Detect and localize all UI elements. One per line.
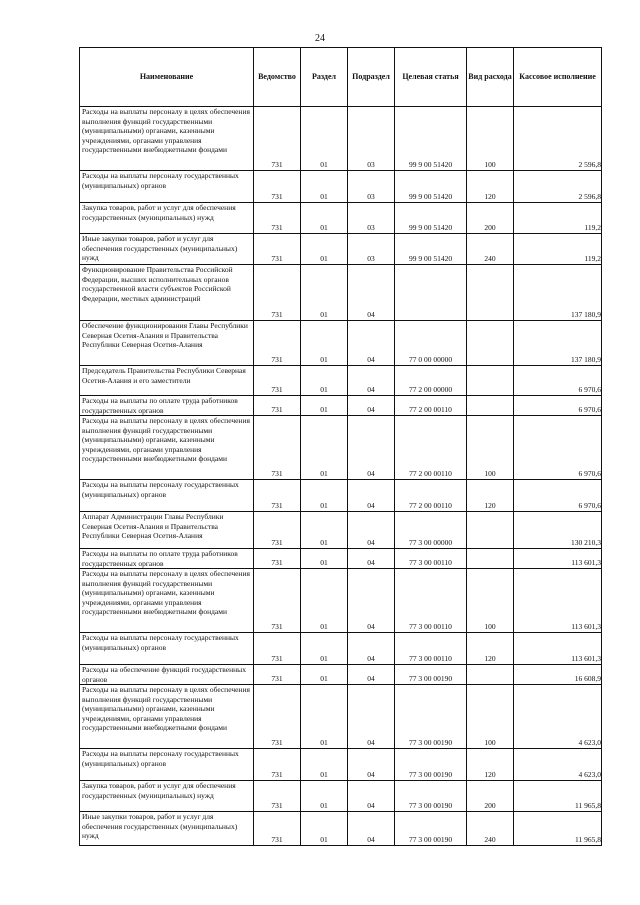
row-section: 01 — [320, 674, 328, 684]
row-name: Расходы на выплаты персоналу в целях обеспечения выполнения функций государственными (муниципальными) органами, казенными учреждениями, органами управления государственными внебюджетными фондами — [82, 416, 250, 464]
row-section: 01 — [320, 160, 328, 170]
table-row — [80, 396, 602, 416]
row-section: 01 — [320, 770, 328, 780]
table-row — [80, 569, 602, 633]
row-section: 01 — [320, 254, 328, 264]
col-header-dept: Ведомство — [254, 48, 301, 107]
row-target: 99 9 00 51420 — [408, 160, 453, 170]
row-name: Расходы на выплаты персоналу государственных (муниципальных) органов — [82, 480, 239, 499]
row-section: 01 — [320, 223, 328, 233]
row-name: Расходы на выплаты персоналу в целях обеспечения выполнения функций государственными (муниципальными) органами, казенными учреждениями, органами управления государственными внебюджетными фондами — [82, 685, 250, 733]
row-subsection: 04 — [367, 405, 375, 415]
row-exec: 113 601,3 — [571, 654, 601, 664]
row-subsection: 04 — [367, 738, 375, 748]
row-exec: 11 965,8 — [575, 801, 601, 811]
table-header-row — [80, 48, 602, 107]
table-row — [80, 480, 602, 512]
row-subsection: 04 — [367, 310, 375, 320]
row-section: 01 — [320, 385, 328, 395]
row-subsection: 04 — [367, 654, 375, 664]
row-exec: 6 970,6 — [578, 405, 601, 415]
row-name: Закупка товаров, работ и услуг для обеспечения государственных (муниципальных) нужд — [82, 203, 236, 222]
table-row — [80, 512, 602, 549]
row-exec: 11 965,8 — [575, 835, 601, 845]
row-subsection: 04 — [367, 622, 375, 632]
row-target: 77 3 00 00190 — [408, 738, 453, 748]
row-section: 01 — [320, 622, 328, 632]
row-target: 77 3 00 00110 — [409, 622, 452, 632]
col-header-name: Наименование — [80, 48, 254, 107]
row-name: Расходы на выплаты персоналу в целях обеспечения выполнения функций государственными (муниципальными) органами, казенными учреждениями, органами управления государственными внебюджетными фондами — [82, 569, 250, 617]
col-header-exec: Кассовое исполнение — [514, 48, 602, 107]
row-dept: 731 — [271, 223, 283, 233]
row-name: Иные закупки товаров, работ и услуг для обеспечения государственных (муниципальных) нужд — [82, 234, 238, 263]
row-target: 77 2 00 00110 — [409, 469, 452, 479]
row-exp-type: 240 — [484, 835, 496, 845]
row-dept: 731 — [271, 801, 283, 811]
row-exec: 113 601,3 — [571, 622, 601, 632]
row-exp-type: 240 — [484, 254, 496, 264]
row-name: Расходы на выплаты персоналу в целях обеспечения выполнения функций государственными (муниципальными) органами, казенными учреждениями, органами управления государственными внебюджетными фондами — [82, 107, 250, 155]
row-section: 01 — [320, 355, 328, 365]
row-dept: 731 — [271, 674, 283, 684]
row-exp-type: 100 — [484, 160, 496, 170]
row-exp-type: 120 — [484, 654, 496, 664]
row-subsection: 04 — [367, 385, 375, 395]
col-header-target: Целевая статья — [395, 48, 467, 107]
row-subsection: 04 — [367, 501, 375, 511]
row-target: 77 2 00 00000 — [408, 385, 453, 395]
table-row — [80, 685, 602, 749]
row-subsection: 04 — [367, 835, 375, 845]
row-section: 01 — [320, 835, 328, 845]
row-exec: 2 596,8 — [578, 192, 601, 202]
row-subsection: 03 — [367, 192, 375, 202]
row-target: 77 3 00 00190 — [408, 674, 453, 684]
col-header-section: Раздел — [301, 48, 348, 107]
table-row — [80, 171, 602, 203]
row-exp-type: 200 — [484, 801, 496, 811]
page-number: 24 — [315, 33, 325, 44]
row-dept: 731 — [271, 385, 283, 395]
row-dept: 731 — [271, 770, 283, 780]
row-exec: 2 596,8 — [578, 160, 601, 170]
row-exec: 4 623,0 — [578, 770, 601, 780]
row-exp-type: 120 — [484, 501, 496, 511]
row-subsection: 04 — [367, 558, 375, 568]
row-name: Расходы на выплаты по оплате труда работников государственных органов — [82, 396, 238, 415]
table-row — [80, 321, 602, 366]
row-target: 77 3 00 00110 — [409, 558, 452, 568]
row-dept: 731 — [271, 160, 283, 170]
row-exec: 6 970,6 — [578, 385, 601, 395]
row-dept: 731 — [271, 501, 283, 511]
row-target: 77 2 00 00110 — [409, 501, 452, 511]
table-row — [80, 549, 602, 569]
row-dept: 731 — [271, 355, 283, 365]
table-row — [80, 366, 602, 396]
table-row — [80, 234, 602, 265]
row-target: 77 3 00 00000 — [408, 538, 453, 548]
row-dept: 731 — [271, 538, 283, 548]
row-name: Председатель Правительства Республики Северная Осетия-Алания и его заместители — [82, 366, 246, 385]
row-target: 77 3 00 00190 — [408, 770, 453, 780]
row-subsection: 04 — [367, 538, 375, 548]
row-exp-type: 120 — [484, 192, 496, 202]
row-section: 01 — [320, 501, 328, 511]
row-exp-type: 200 — [484, 223, 496, 233]
row-target: 77 3 00 00110 — [409, 654, 452, 664]
row-exec: 6 970,6 — [578, 501, 601, 511]
row-dept: 731 — [271, 738, 283, 748]
row-dept: 731 — [271, 254, 283, 264]
row-subsection: 04 — [367, 469, 375, 479]
budget-execution-table — [79, 47, 602, 846]
row-dept: 731 — [271, 469, 283, 479]
row-name: Функционирование Правительства Российской Федерации, высших исполнительных органов государственной власти субъектов Российской Федерации, местных администраций — [82, 265, 233, 303]
row-target: 99 9 00 51420 — [408, 223, 453, 233]
row-name: Расходы на выплаты персоналу государственных (муниципальных) органов — [82, 749, 239, 768]
row-exp-type: 100 — [484, 469, 496, 479]
table-row — [80, 633, 602, 665]
row-name: Расходы на выплаты персоналу государственных (муниципальных) органов — [82, 171, 239, 190]
row-exec: 119,2 — [584, 223, 601, 233]
row-dept: 731 — [271, 622, 283, 632]
row-exec: 137 180,9 — [571, 310, 601, 320]
row-exp-type: 120 — [484, 770, 496, 780]
row-dept: 731 — [271, 558, 283, 568]
table-row — [80, 665, 602, 685]
col-header-subsection: Подраздел — [348, 48, 395, 107]
table-row — [80, 781, 602, 812]
row-dept: 731 — [271, 835, 283, 845]
table-row — [80, 265, 602, 321]
row-name: Обеспечение функционирования Главы Республики Северная Осетия-Алания и Правительства Республики Северная Осетия-Алания — [82, 321, 248, 350]
row-section: 01 — [320, 654, 328, 664]
row-section: 01 — [320, 538, 328, 548]
row-target: 77 0 00 00000 — [408, 355, 453, 365]
row-target: 77 2 00 00110 — [409, 405, 452, 415]
row-exec: 6 970,6 — [578, 469, 601, 479]
row-exp-type: 100 — [484, 622, 496, 632]
row-name: Расходы на выплаты по оплате труда работников государственных органов — [82, 549, 238, 568]
table-row — [80, 107, 602, 171]
row-name: Расходы на выплаты персоналу государственных (муниципальных) органов — [82, 633, 239, 652]
row-dept: 731 — [271, 310, 283, 320]
row-subsection: 03 — [367, 160, 375, 170]
row-section: 01 — [320, 469, 328, 479]
row-subsection: 04 — [367, 355, 375, 365]
row-dept: 731 — [271, 654, 283, 664]
row-exec: 113 601,3 — [571, 558, 601, 568]
row-section: 01 — [320, 558, 328, 568]
row-exec: 16 608,9 — [574, 674, 601, 684]
row-exp-type: 100 — [484, 738, 496, 748]
row-name: Закупка товаров, работ и услуг для обеспечения государственных (муниципальных) нужд — [82, 781, 236, 800]
table-row — [80, 812, 602, 846]
row-section: 01 — [320, 405, 328, 415]
row-dept: 731 — [271, 192, 283, 202]
row-section: 01 — [320, 192, 328, 202]
row-target: 77 3 00 00190 — [408, 835, 453, 845]
row-exec: 119,2 — [584, 254, 601, 264]
row-section: 01 — [320, 310, 328, 320]
col-header-exp-type: Вид расхода — [467, 48, 514, 107]
table-row — [80, 416, 602, 480]
row-section: 01 — [320, 738, 328, 748]
row-dept: 731 — [271, 405, 283, 415]
row-exec: 130 210,3 — [571, 538, 601, 548]
row-subsection: 03 — [367, 223, 375, 233]
row-exec: 137 180,9 — [571, 355, 601, 365]
row-name: Расходы на обеспечение функций государственных органов — [82, 665, 246, 684]
table-row — [80, 749, 602, 781]
table-row — [80, 203, 602, 234]
row-subsection: 04 — [367, 770, 375, 780]
row-subsection: 04 — [367, 801, 375, 811]
row-name: Аппарат Администрации Главы Республики Северная Осетия-Алания и Правительства Республики Северная Осетия-Алания — [82, 512, 224, 541]
row-target: 99 9 00 51420 — [408, 254, 453, 264]
row-subsection: 03 — [367, 254, 375, 264]
row-section: 01 — [320, 801, 328, 811]
row-target: 99 9 00 51420 — [408, 192, 453, 202]
row-exec: 4 623,0 — [578, 738, 601, 748]
row-name: Иные закупки товаров, работ и услуг для обеспечения государственных (муниципальных) нужд — [82, 812, 238, 841]
row-subsection: 04 — [367, 674, 375, 684]
row-target: 77 3 00 00190 — [408, 801, 453, 811]
